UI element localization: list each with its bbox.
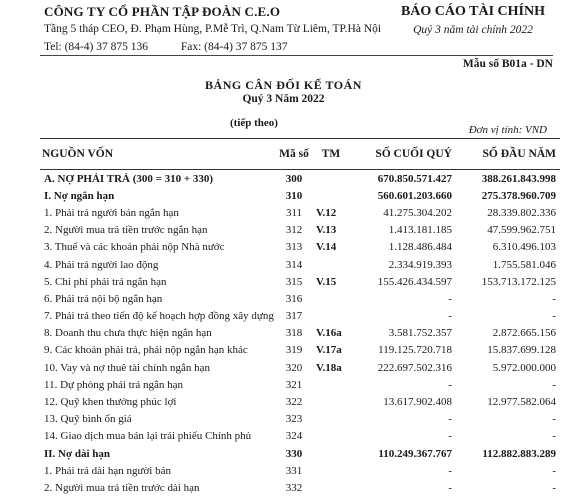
row-end-value: -: [448, 481, 452, 494]
row-start-value: 388.261.843.998: [456, 170, 560, 188]
row-name: 11. Dự phòng phải trả ngắn hạn: [44, 378, 184, 391]
table-row: [40, 308, 560, 325]
row-name: I. Nợ ngắn hạn: [44, 189, 115, 202]
row-end-value: 560.601.203.660: [377, 189, 452, 202]
table-row: [40, 273, 560, 290]
row-end-value: 41.275.304.202: [383, 206, 452, 219]
continued-label: (tiếp theo): [230, 117, 278, 129]
row-end-value: -: [448, 378, 452, 391]
row-code: 317: [285, 310, 303, 323]
row-end-value: 155.426.434.597: [377, 275, 452, 288]
company-address: Tầng 5 tháp CEO, Đ. Phạm Hùng, P.Mễ Trì, Q.Nam Từ Liêm, TP.Hà Nội: [44, 23, 382, 35]
row-code: 316: [285, 292, 303, 305]
row-name: 1. Phải trả dài hạn người bán: [44, 464, 171, 477]
report-title: BÁO CÁO TÀI CHÍNH: [400, 4, 546, 19]
row-note: [312, 462, 350, 479]
table-row: [40, 170, 560, 188]
row-name: 9. Các khoản phải trả, phải nộp ngắn hạn khác: [44, 344, 248, 357]
company-tel: Tel: (84-4) 37 875 136: [44, 41, 148, 53]
row-name: 2. Người mua trả tiền trước dài hạn: [44, 481, 200, 494]
row-note: V.17a: [316, 344, 342, 357]
company-fax: Fax: (84-4) 37 875 137: [180, 41, 288, 53]
row-note: [312, 411, 350, 428]
form-number: Mẫu số B01a - DN: [462, 58, 553, 70]
row-start-value: 275.378.960.709: [481, 189, 556, 202]
row-start-value: 2.872.665.156: [492, 327, 556, 340]
row-start-value: -: [552, 292, 556, 305]
row-start-value: -: [552, 413, 556, 426]
row-code: 320: [285, 361, 303, 374]
row-note: [312, 308, 350, 325]
row-start-value: 153.713.172.125: [481, 275, 556, 288]
row-code: 330: [285, 447, 303, 460]
row-code: 318: [285, 327, 303, 340]
row-note: V.18a: [316, 361, 342, 374]
row-note: [312, 256, 350, 273]
row-note: [312, 428, 350, 445]
row-note: [312, 376, 350, 393]
row-code: 319: [285, 344, 303, 357]
row-note: V.14: [316, 241, 337, 254]
table-row: [40, 222, 560, 239]
report-period: Quý 3 năm tài chính 2022: [413, 24, 533, 36]
table-row: [40, 204, 560, 221]
currency-unit: Đơn vị tính: VND: [468, 124, 547, 136]
balance-sheet-table: [40, 138, 560, 497]
company-phone-fax: [44, 38, 404, 56]
row-name: 3. Thuế và các khoản phải nộp Nhà nước: [44, 241, 225, 254]
table-row: [40, 256, 560, 273]
row-note: [312, 170, 350, 188]
row-code: 312: [285, 224, 303, 237]
row-end-value: -: [448, 413, 452, 426]
row-note: [312, 445, 350, 462]
row-note: V.13: [316, 224, 337, 237]
table-row: [40, 428, 560, 445]
company-header: [44, 4, 404, 56]
header-note: TM: [312, 139, 350, 170]
row-start-value: 112.882.883.289: [482, 447, 556, 460]
table-row: [40, 187, 560, 204]
row-start-value: 12.977.582.064: [487, 396, 556, 409]
row-code: 321: [285, 378, 303, 391]
header-divider: [40, 55, 553, 56]
row-code: 313: [285, 241, 303, 254]
row-end-value: 1.413.181.185: [388, 224, 452, 237]
row-start-value: -: [552, 378, 556, 391]
report-header: [393, 4, 553, 36]
row-end-value: -: [448, 310, 452, 323]
table-row: [40, 359, 560, 376]
table-row: [40, 290, 560, 307]
row-code: 311: [285, 206, 303, 219]
sheet-title: BẢNG CÂN ĐỐI KẾ TOÁN: [205, 78, 362, 92]
row-end-value: 222.697.502.316: [377, 361, 452, 374]
row-end-value: 119.125.720.718: [378, 344, 452, 357]
row-start-value: 1.755.581.046: [492, 258, 556, 271]
row-start-value: 6.310.496.103: [492, 241, 556, 254]
row-name: 14. Giao dịch mua bán lại trái phiếu Chính phủ: [44, 430, 252, 443]
row-note: V.12: [316, 206, 337, 219]
row-name: 7. Phải trả theo tiến độ kế hoạch hợp đồng xây dựng: [44, 310, 274, 323]
row-end-value: -: [448, 292, 452, 305]
company-name: CÔNG TY CỔ PHẦN TẬP ĐOÀN C.E.O: [44, 4, 281, 19]
row-name: 1. Phải trả người bán ngắn hạn: [44, 206, 179, 219]
row-code: 310: [285, 189, 303, 202]
table-row: [40, 411, 560, 428]
row-start-value: -: [552, 310, 556, 323]
row-end-value: 670.850.571.427: [350, 170, 456, 188]
sheet-period: Quý 3 Năm 2022: [242, 93, 325, 105]
row-end-value: -: [448, 464, 452, 477]
row-start-value: -: [552, 430, 556, 443]
row-code: 332: [285, 481, 303, 494]
row-name: 10. Vay và nợ thuê tài chính ngắn hạn: [44, 361, 210, 374]
table-row: [40, 445, 560, 462]
row-start-value: -: [552, 481, 556, 494]
row-code: 323: [285, 413, 303, 426]
row-name: A. NỢ PHẢI TRẢ (300 = 310 + 330): [40, 170, 276, 188]
row-code: 331: [285, 464, 303, 477]
row-name: 6. Phải trả nội bộ ngắn hạn: [44, 292, 163, 305]
row-end-value: 110.249.367.767: [378, 447, 452, 460]
row-note: [312, 187, 350, 204]
row-end-value: -: [448, 430, 452, 443]
row-note: V.15: [316, 275, 337, 288]
row-end-value: 1.128.486.484: [388, 241, 452, 254]
header-code: Mã số: [276, 139, 312, 170]
row-note: [312, 290, 350, 307]
row-code: 322: [285, 396, 303, 409]
row-start-value: 5.972.000.000: [492, 361, 556, 374]
row-start-value: -: [552, 464, 556, 477]
table-row: [40, 376, 560, 393]
row-note: [312, 393, 350, 410]
header-source: NGUỒN VỐN: [40, 139, 276, 170]
row-name: II. Nợ dài hạn: [44, 447, 111, 460]
header-start-year: SỐ ĐẦU NĂM: [456, 139, 560, 170]
row-code: 314: [285, 258, 303, 271]
row-start-value: 15.837.699.128: [487, 344, 556, 357]
row-note: V.16a: [316, 327, 342, 340]
row-code: 300: [276, 170, 312, 188]
row-note: [312, 479, 350, 496]
row-start-value: 28.339.802.336: [487, 206, 556, 219]
table-row: [40, 325, 560, 342]
row-name: 13. Quỹ bình ổn giá: [44, 413, 132, 426]
row-end-value: 3.581.752.357: [388, 327, 452, 340]
table-row: [40, 239, 560, 256]
table-row: [40, 462, 560, 479]
table-row: [40, 342, 560, 359]
row-name: 8. Doanh thu chưa thực hiện ngắn hạn: [44, 327, 212, 340]
row-name: 12. Quỹ khen thưởng phúc lợi: [44, 396, 177, 409]
row-name: 2. Người mua trả tiền trước ngắn hạn: [44, 224, 208, 237]
table-header-row: [40, 139, 560, 170]
row-code: 315: [285, 275, 303, 288]
header-end-quarter: SỐ CUỐI QUÝ: [350, 139, 456, 170]
row-name: 5. Chi phí phải trả ngắn hạn: [44, 275, 167, 288]
table-row: [40, 479, 560, 496]
row-end-value: 13.617.902.408: [383, 396, 452, 409]
table-row: [40, 393, 560, 410]
row-code: 324: [285, 430, 303, 443]
row-name: 4. Phải trả người lao động: [44, 258, 159, 271]
row-end-value: 2.334.919.393: [388, 258, 452, 271]
row-start-value: 47.599.962.751: [487, 224, 556, 237]
